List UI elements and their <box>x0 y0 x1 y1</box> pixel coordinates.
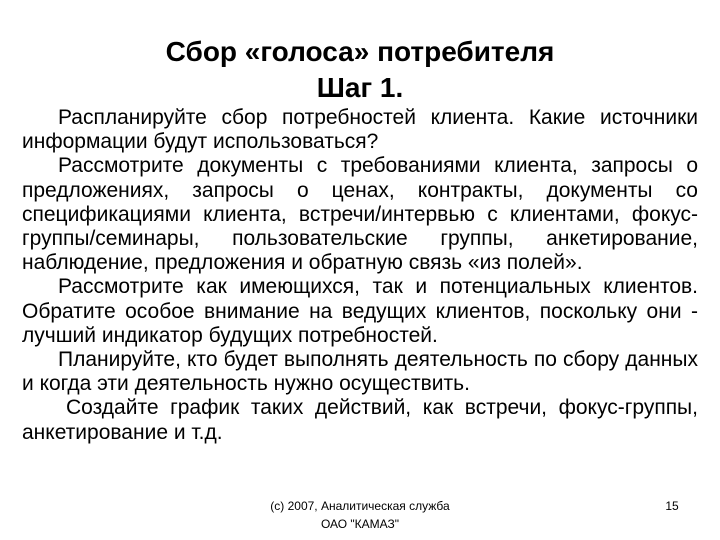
page-number: 15 <box>665 499 679 513</box>
paragraph-plan-collection: Распланируйте сбор потребностей клиента. Какие источники информации будут использоваться? <box>22 106 698 154</box>
footer-copyright <box>210 497 510 533</box>
slide-subtitle-step: Шаг 1. <box>316 72 404 103</box>
footer-line-2: ОАО "КАМАЗ" <box>320 517 400 531</box>
paragraph-review-documents: Рассмотрите документы с требованиями клиента, запросы о предложениях, запросы о ценах, контракты, документы со спецификациями клиента, встречи/интервью с клиентами, фокус-группы/семинары, пользовательские группы, анкетирование, наблюдение, предложения и обратную связь «из полей». <box>22 154 698 275</box>
paragraph-create-schedule: Создайте график таких действий, как встречи, фокус-группы, анкетирование и т.д. <box>22 396 698 444</box>
slide-title: Сбор «голоса» потребителя <box>165 36 555 67</box>
slide-body <box>22 106 698 445</box>
paragraph-plan-who-when: Планируйте, кто будет выполнять деятельность по сбору данных и когда эти деятельность нужно осуществить. <box>22 348 698 396</box>
footer-line-1: (c) 2007, Аналитическая служба <box>270 499 450 513</box>
paragraph-consider-clients: Рассмотрите как имеющихся, так и потенциальных клиентов. Обратите особое внимание на ведущих клиентов, поскольку они - лучший индикатор будущих потребностей. <box>22 275 698 347</box>
